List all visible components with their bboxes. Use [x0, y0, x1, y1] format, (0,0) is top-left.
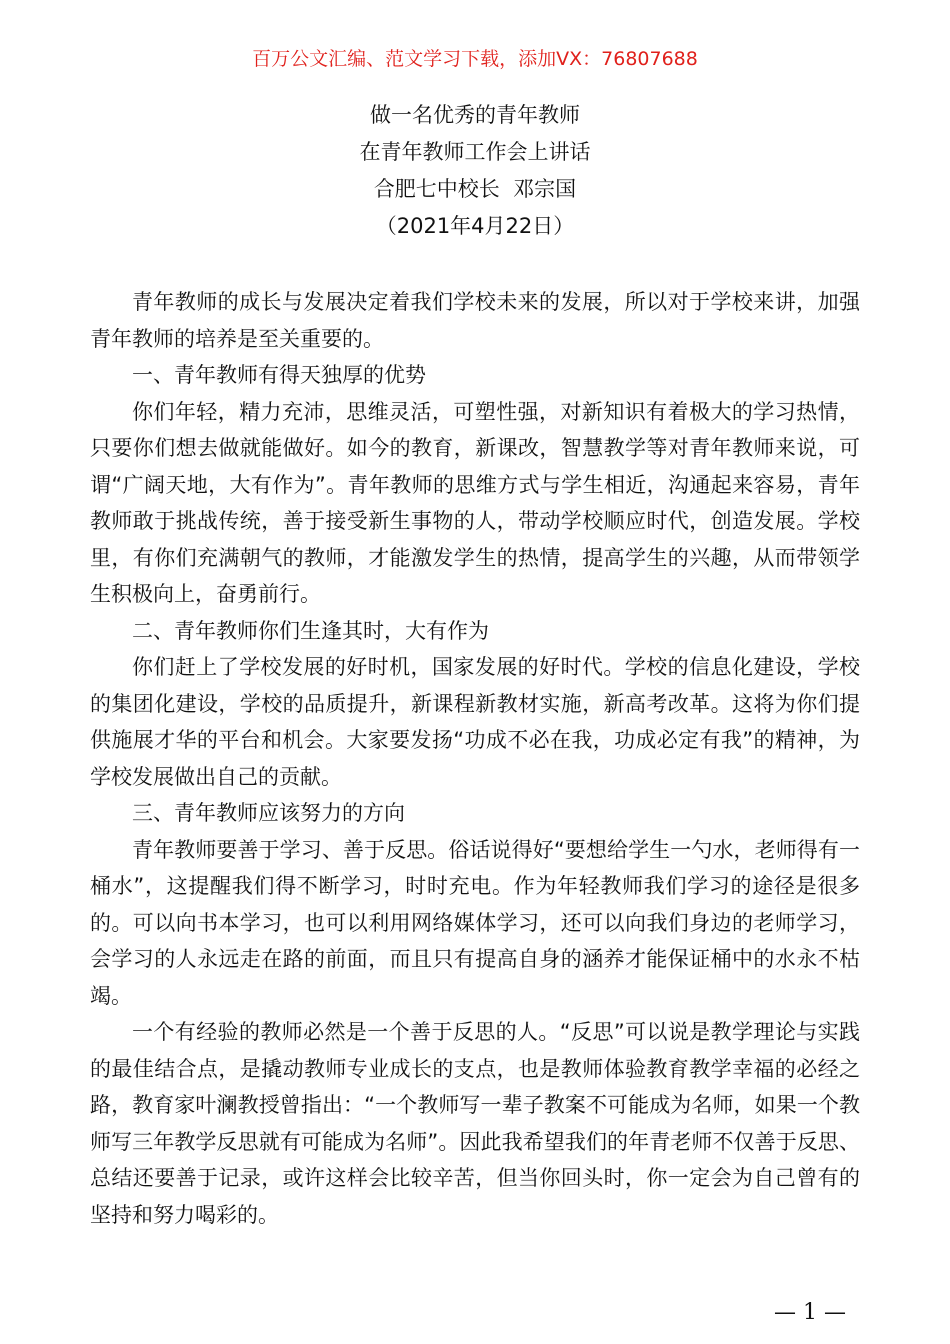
section-3-paragraph-2: 一个有经验的教师必然是一个善于反思的人。“反思”可以说是教学理论与实践的最佳结合点，是撬动教师专业成长的支点，也是教师体验教育教学幸福的必经之路，教育家叶澜教授曾指出：“一个教师写一辈子教案不可能成为名师，如果一个教师写三年教学反思就有可能成为名师”。因此我希望我们的年青老师不仅善于反思、总结还要善于记录，或许这样会比较辛苦，但当你回头时，你一定会为自己曾有的坚持和努力喝彩的。 — [90, 1020, 860, 1227]
section-1-heading: 一、青年教师有得天独厚的优势 — [132, 363, 426, 387]
watermark-banner: 百万公文汇编、范文学习下载，添加VX：76807688 — [252, 48, 698, 70]
speaker-line: 合肥七中校长 邓宗国 — [373, 177, 577, 201]
document-subtitle: 在青年教师工作会上讲话 — [359, 140, 591, 164]
section-1-paragraph: 你们年轻，精力充沛，思维灵活，可塑性强，对新知识有着极大的学习热情，只要你们想去做就能做好。如今的教育，新课改，智慧教学等对青年教师来说，可谓“广阔天地，大有作为”。青年教师的思维方式与学生相近，沟通起来容易，青年教师敢于挑战传统，善于接受新生事物的人，带动学校顺应时代，创造发展。学校里，有你们充满朝气的教师，才能激发学生的热情，提高学生的兴趣，从而带领学生积极向上，奋勇前行。 — [90, 399, 860, 606]
section-3-paragraph-1: 青年教师要善于学习、善于反思。俗话说得好“要想给学生一勺水，老师得有一桶水”，这提醒我们得不断学习，时时充电。作为年轻教师我们学习的途径是很多的。可以向书本学习，也可以利用网络媒体学习，还可以向我们身边的老师学习，会学习的人永远走在路的前面，而且只有提高自身的涵养才能保证桶中的水永不枯竭。 — [90, 837, 860, 1008]
intro-paragraph: 青年教师的成长与发展决定着我们学校未来的发展，所以对于学校来讲，加强青年教师的培养是至关重要的。 — [90, 290, 860, 351]
body-text — [90, 284, 860, 1233]
document-title: 做一名优秀的青年教师 — [370, 103, 580, 127]
page-number: — 1 — — [774, 1300, 846, 1325]
title-block — [0, 97, 950, 245]
section-2-paragraph: 你们赶上了学校发展的好时机，国家发展的好时代。学校的信息化建设，学校的集团化建设，学校的品质提升，新课程新教材实施，新高考改革。这将为你们提供施展才华的平台和机会。大家要发扬“功成不必在我，功成必定有我”的精神，为学校发展做出自己的贡献。 — [90, 655, 860, 789]
section-3-heading: 三、青年教师应该努力的方向 — [132, 801, 405, 825]
section-2-heading: 二、青年教师你们生逢其时，大有作为 — [132, 618, 489, 643]
date-line: （2021年4月22日） — [375, 214, 575, 238]
